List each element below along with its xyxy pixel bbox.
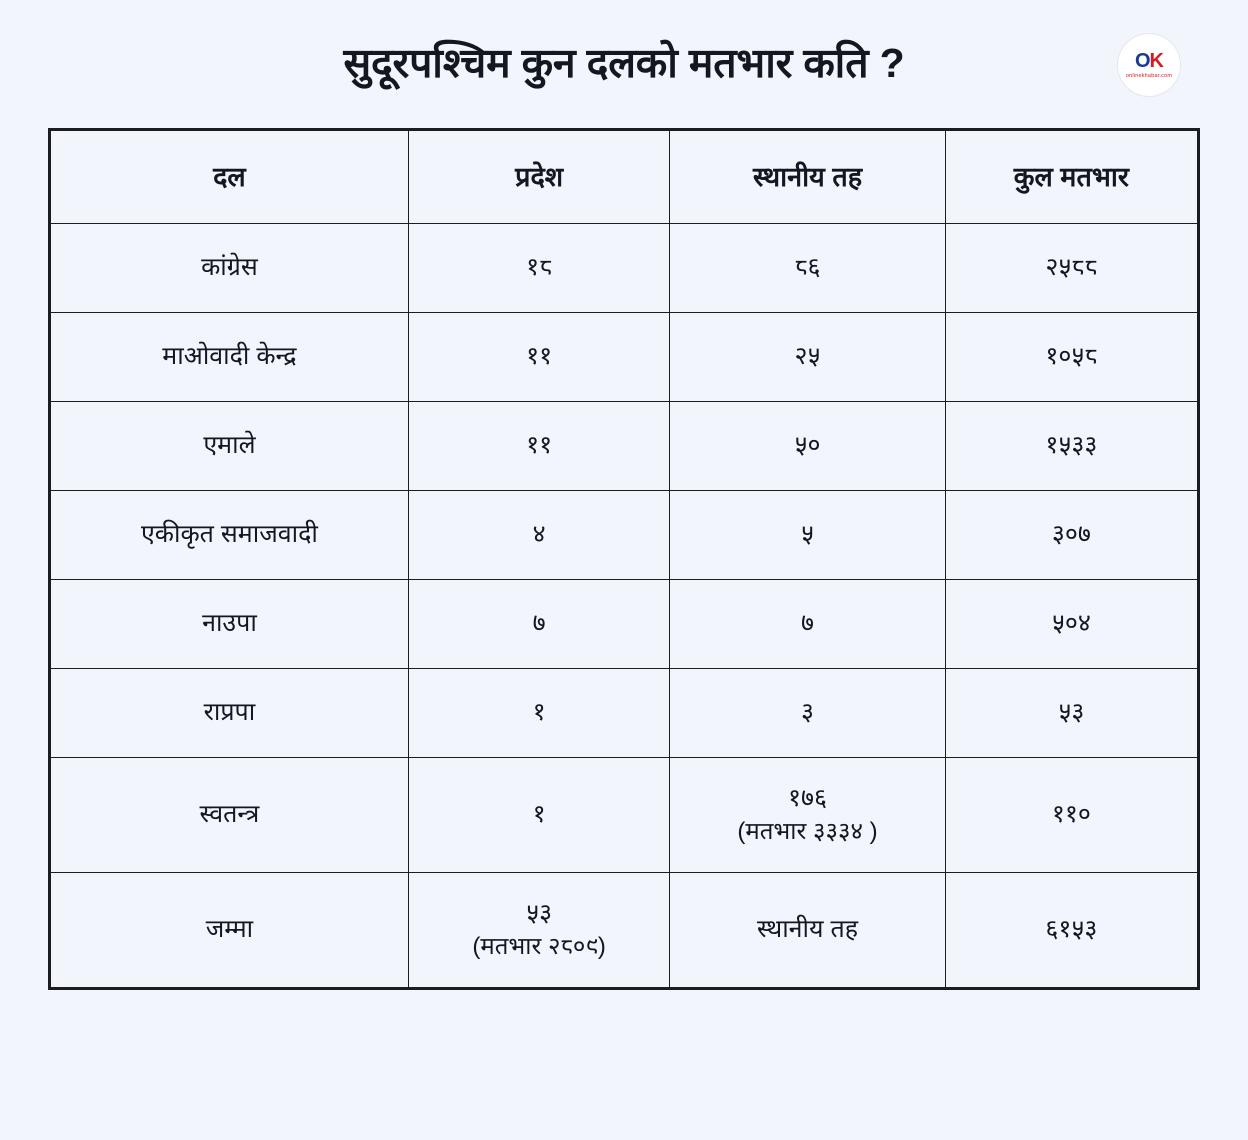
cell-party: माओवादी केन्द्र [51,313,409,402]
table-row [51,758,1198,873]
cell-local: ३ [670,669,945,758]
cell-local: ८६ [670,224,945,313]
cell-pradesh: ११ [408,402,670,491]
header-row [51,131,1198,224]
cell-local-note: (मतभार ३३३४ ) [737,817,878,845]
logo-letter-o: O [1134,49,1150,72]
cell-party: स्वतन्त्र [51,758,409,873]
cell-local: ५ [670,491,945,580]
data-table [50,130,1198,988]
table-body [51,224,1198,988]
column-header-pradesh: प्रदेश [408,131,670,224]
page-title: सुदूरपश्चिम कुन दलको मतभार कति ? [343,40,905,87]
cell-pradesh-value: ५३ [526,898,553,927]
logo-subtext: onlinekhabar.com [1125,72,1173,79]
cell-pradesh: ११ [408,313,670,402]
cell-total: ११० [945,758,1197,873]
table-row [51,491,1198,580]
column-header-local: स्थानीय तह [670,131,945,224]
table-header [51,131,1198,224]
cell-party: एमाले [51,402,409,491]
cell-total: १५३३ [945,402,1197,491]
cell-local-value: १७६ [788,783,828,812]
column-header-party: दल [51,131,409,224]
table-row [51,580,1198,669]
cell-total: १०५८ [945,313,1197,402]
cell-total: ६१५३ [945,873,1197,988]
table-row-total [51,873,1198,988]
logo-letter-k: K [1149,49,1163,72]
table-row [51,402,1198,491]
cell-pradesh: १ [408,669,670,758]
cell-pradesh: ७ [408,580,670,669]
cell-pradesh-note: (मतभार २८०९) [472,932,606,960]
cell-total: ५३ [945,669,1197,758]
cell-local [670,758,945,873]
cell-local: ५० [670,402,945,491]
cell-party: राप्रपा [51,669,409,758]
table-row [51,224,1198,313]
cell-total: ३०७ [945,491,1197,580]
onlinekhabar-logo [1118,34,1180,96]
table-row [51,313,1198,402]
column-header-total: कुल मतभार [945,131,1197,224]
table-row [51,669,1198,758]
cell-party: एकीकृत समाजवादी [51,491,409,580]
cell-party: कांग्रेस [51,224,409,313]
cell-local: स्थानीय तह [670,873,945,988]
cell-pradesh: १८ [408,224,670,313]
cell-pradesh: १ [408,758,670,873]
cell-party: नाउपा [51,580,409,669]
cell-pradesh [408,873,670,988]
header [0,0,1248,128]
vote-weight-table [48,128,1200,990]
cell-total: २५८८ [945,224,1197,313]
cell-local: ७ [670,580,945,669]
cell-local: २५ [670,313,945,402]
cell-pradesh: ४ [408,491,670,580]
logo-mark [1135,51,1163,71]
cell-total: ५०४ [945,580,1197,669]
cell-party: जम्मा [51,873,409,988]
